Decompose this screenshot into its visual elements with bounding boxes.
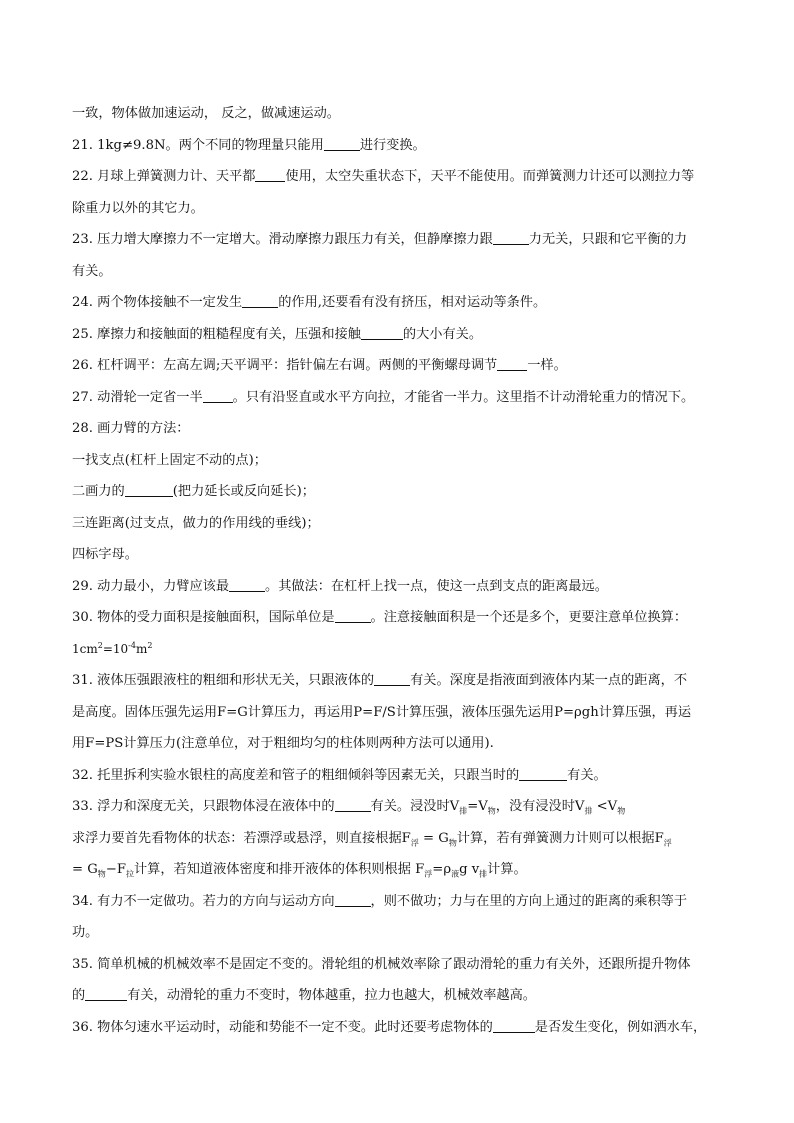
blank [203,386,233,403]
text-line: 用F=PS计算压力(注意单位，对于粗细均匀的柱体则两种方法可以通用). [72,736,494,751]
item-35: 35. 简单机械的机械效率不是固定不变的。滑轮组的机械效率除了跟动滑轮的重力有关外，还跟所提升物体 [72,956,691,972]
item-29: 29. 动力最小，力臂应该最 。其做法：在杠杆上找一点，使这一点到支点的距离最远。 [72,571,724,603]
blank [255,165,285,182]
item-21: 21. 1kg≠9.8N。两个不同的物理量只能用 进行变换。 [72,130,724,162]
blank [519,764,567,781]
item-31: 31. 液体压强跟液柱的粗细和形状无关，只跟液体的 有关。深度是指液面到液体内某一点的距离，不 [72,665,724,697]
text-line: 有关。 [72,263,112,279]
text-line: 四标字母。 [72,547,138,562]
text-line: 二画力的 (把力延长或反向延长)； [72,476,724,508]
blank [493,228,529,245]
blank [335,795,371,812]
item-26: 26. 杠杆调平：左高左调;天平调平：指针偏左右调。两侧的平衡螺母调节 一样。 [72,350,724,382]
text-line: 除重力以外的其它力。 [72,200,204,216]
item-30: 30. 物体的受力面积是接触面积，国际单位是 。注意接触面积是一个还是多个，更要注意单位换算： [72,602,724,634]
blank [374,669,410,686]
item-27: 27. 动滑轮一定省一半 。只有沿竖直或水平方向拉，才能省一半力。这里指不计动滑轮重力的情况下。 [72,382,724,414]
text-line: = $G_物-F_拉$计算，若知道液体密度和排开液体的体积则根据 $F_浮=\rho_液g$ $v_排$计算。 [72,862,527,879]
text-line: 的 有关，动滑轮的重力不变时，物体越重，拉力也越大，机械效率越高。 [72,980,724,1012]
item-32: 32. 托里拆利实验水银柱的高度差和管子的粗细倾斜等因素无关，只跟当时的 有关。 [72,760,724,792]
item-22: 22. 月球上弹簧测力计、天平都 使用，太空失重状态下，天平不能使用。而弹簧测力计还可以测拉力等 [72,161,724,193]
item-36: 36. 物体匀速水平运动时，动能和势能不一定不变。此时还要考虑物体的 是否发生变化，例如洒水车， [72,1012,724,1044]
text-line: 一致，物体做加速运动， 反之，做减速运动。 [72,106,340,121]
item-34: 34. 有力不一定做功。若力的方向与运动方向 ，则不做功；力与在里的方向上通过的距离的乘积等于 [72,886,724,918]
item-33: 33. 浮力和深度无关，只跟物体浸在液体中的 有关。浸没时$V_排=V_物$，没有浸没时$V_排 <V_物$ [72,791,724,823]
blank [497,354,527,371]
text-line: 是高度。固体压强先运用F=G计算压力，再运用P=F/S计算压强，液体压强先运用P=ρgh计算压强，再运 [72,704,692,720]
blank [335,890,371,907]
blank [229,575,265,592]
document-page [72,98,724,1043]
text-line: 一找支点(杠杆上固定不动的点)； [72,452,267,468]
blank [85,984,127,1001]
blank [324,134,360,151]
blank [493,1016,535,1033]
item-24: 24. 两个物体接触不一定发生 的作用,还要看有没有挤压，相对运动等条件。 [72,287,724,319]
item-25: 25. 摩擦力和接触面的粗糙程度有关，压强和接触 的大小有关。 [72,319,724,351]
item-23: 23. 压力增大摩擦力不一定增大。滑动摩擦力跟压力有关，但静摩擦力跟 力无关，只跟和它平衡的力 [72,224,724,256]
blank [335,606,371,623]
blank [125,480,173,497]
text-line: 功。 [72,925,99,940]
item-28: 28. 画力臂的方法： [72,421,190,436]
blank [242,291,278,308]
unit-conversion: $1cm^2=10^{-4}m^2$ [72,640,153,656]
text-line: 三连距离(过支点，做力的作用线的垂线)； [72,515,320,531]
text-line: 求浮力要首先看物体的状态：若漂浮或悬浮，则直接根据$F_浮 = G_物$计算，若有弹簧测力计则可以根据$F_浮$ [72,830,672,848]
blank [361,323,403,340]
